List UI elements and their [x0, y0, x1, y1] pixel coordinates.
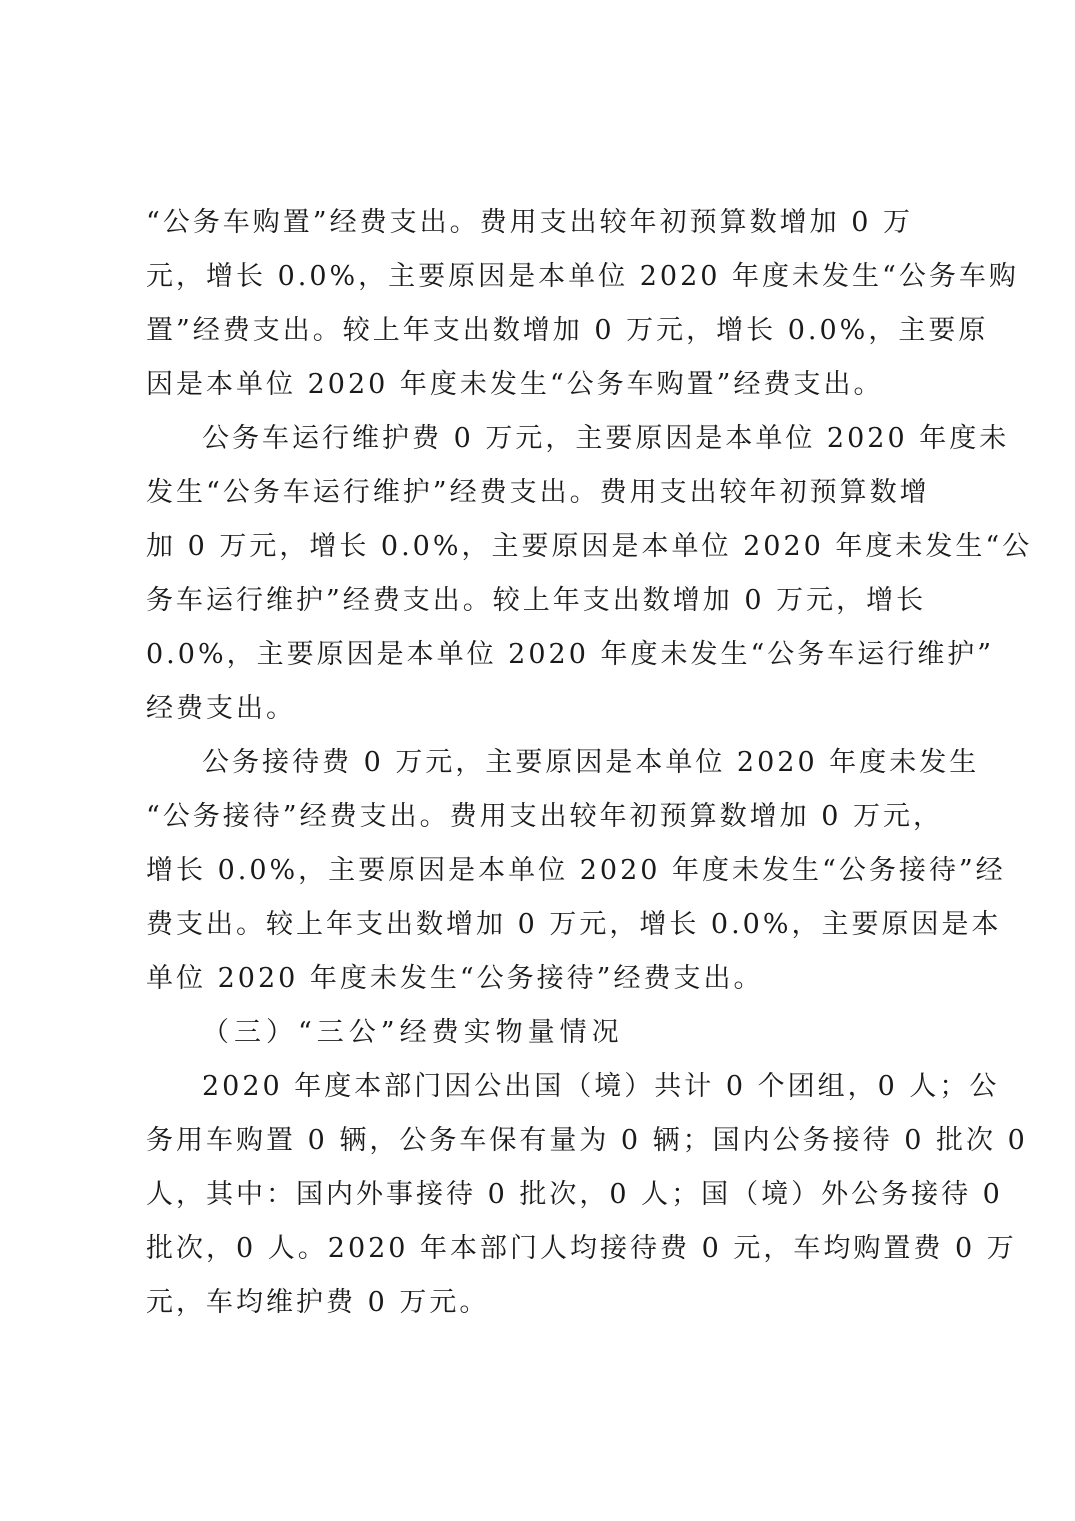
- text-line: 加 0 万元，增长 0.0%，主要原因是本单位 2020 年度未发生“公: [146, 531, 1033, 562]
- text-line: “公务接待”经费支出。费用支出较年初预算数增加 0 万元，: [146, 801, 943, 832]
- text-line: 元，车均维护费 0 万元。: [146, 1287, 490, 1318]
- text-line: 置”经费支出。较上年支出数增加 0 万元，增长 0.0%，主要原: [146, 315, 989, 346]
- text-line: 人，其中：国内外事接待 0 批次，0 人；国（境）外公务接待 0: [146, 1179, 1003, 1210]
- paragraph-start-line: 公务车运行维护费 0 万元，主要原因是本单位 2020 年度未: [202, 423, 1010, 454]
- text-line: “公务车购置”经费支出。费用支出较年初预算数增加 0 万: [146, 207, 913, 238]
- text-line: 0.0%，主要原因是本单位 2020 年度未发生“公务车运行维护”: [146, 639, 995, 670]
- paragraph-start-line: 公务接待费 0 万元，主要原因是本单位 2020 年度未发生: [202, 747, 980, 778]
- text-line: 务车运行维护”经费支出。较上年支出数增加 0 万元，增长: [146, 585, 927, 616]
- text-line: 增长 0.0%，主要原因是本单位 2020 年度未发生“公务接待”经: [146, 855, 1006, 886]
- text-line: 批次，0 人。2020 年本部门人均接待费 0 元，车均购置费 0 万: [146, 1233, 1017, 1264]
- section-heading: （三）“三公”经费实物量情况: [202, 1017, 624, 1048]
- text-line: 经费支出。: [146, 693, 296, 724]
- text-line: 费支出。较上年支出数增加 0 万元，增长 0.0%，主要原因是本: [146, 909, 1002, 940]
- text-line: 单位 2020 年度未发生“公务接待”经费支出。: [146, 963, 764, 994]
- paragraph-start-line: 2020 年度本部门因公出国（境）共计 0 个团组，0 人；公: [202, 1071, 1000, 1102]
- text-line: 务用车购置 0 辆，公务车保有量为 0 辆；国内公务接待 0 批次 0: [146, 1125, 1028, 1156]
- text-line: 元，增长 0.0%，主要原因是本单位 2020 年度未发生“公务车购: [146, 261, 1019, 292]
- text-line: 因是本单位 2020 年度未发生“公务车购置”经费支出。: [146, 369, 884, 400]
- text-line: 发生“公务车运行维护”经费支出。费用支出较年初预算数增: [146, 477, 930, 508]
